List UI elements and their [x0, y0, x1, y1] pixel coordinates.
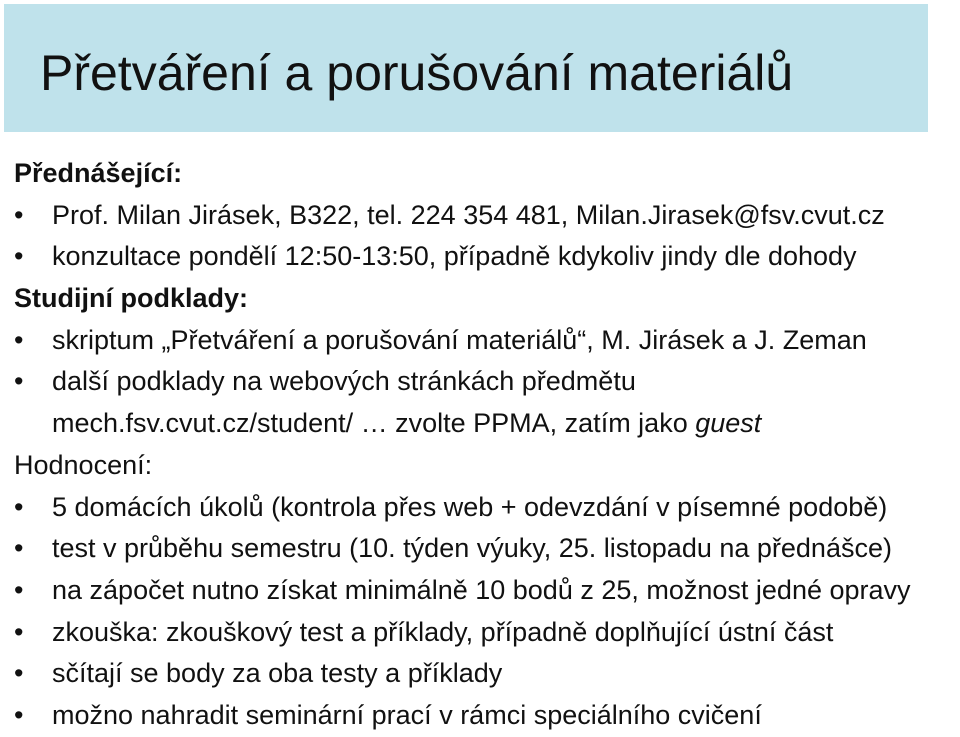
page-title: Přetváření a porušování materiálů	[40, 45, 794, 101]
bullet: •	[14, 533, 24, 564]
list-item	[0, 487, 960, 529]
section-heading-evaluation: Hodnocení:	[14, 449, 153, 480]
section-heading-lecturer: Přednášející:	[14, 158, 183, 188]
list-item	[0, 653, 960, 695]
list-item-text: 5 domácích úkolů (kontrola přes web + odevzdání v písemné podobě)	[52, 491, 888, 522]
list-item	[0, 612, 960, 654]
bullet: •	[14, 616, 24, 647]
bullet: •	[14, 658, 24, 689]
bullet: •	[14, 491, 24, 522]
list-item-text: možno nahradit seminární prací v rámci speciálního cvičení	[52, 699, 762, 730]
list-item	[0, 695, 960, 737]
continuation-emphasis: guest	[695, 408, 762, 439]
list-item	[0, 320, 960, 362]
list-item-text: skriptum „Přetváření a porušování materiálů“, M. Jirásek a J. Zeman	[52, 324, 867, 355]
list-item	[0, 195, 960, 237]
title-banner	[4, 4, 928, 132]
list-item-text: na zápočet nutno získat minimálně 10 bodů z 25, možnost jedné opravy	[52, 574, 911, 605]
continuation-text: mech.fsv.cvut.cz/student/ … zvolte PPMA, zatím jako	[52, 408, 696, 439]
list-item-text: konzultace pondělí 12:50-13:50, případně kdykoliv jindy dle dohody	[52, 241, 857, 272]
list-item-text: další podklady na webových stránkách předmětu	[52, 366, 636, 397]
list-item	[0, 361, 960, 403]
list-item	[0, 570, 960, 612]
list-item-continuation	[0, 403, 960, 445]
list-item-text: sčítají se body za oba testy a příklady	[52, 658, 503, 689]
list-item	[0, 236, 960, 278]
list-item-text: zkouška: zkouškový test a příklady, případně doplňující ústní část	[52, 616, 834, 647]
slide-content	[0, 153, 960, 737]
bullet: •	[14, 199, 24, 230]
bullet: •	[14, 699, 24, 730]
bullet: •	[14, 241, 24, 272]
list-item	[0, 528, 960, 570]
list-item-text: test v průběhu semestru (10. týden výuky, 25. listopadu na přednášce)	[52, 533, 892, 564]
list-item-text: Prof. Milan Jirásek, B322, tel. 224 354 481, Milan.Jirasek@fsv.cvut.cz	[52, 199, 885, 230]
bullet: •	[14, 574, 24, 605]
bullet: •	[14, 366, 24, 397]
section-heading-materials: Studijní podklady:	[14, 283, 248, 314]
bullet: •	[14, 324, 24, 355]
